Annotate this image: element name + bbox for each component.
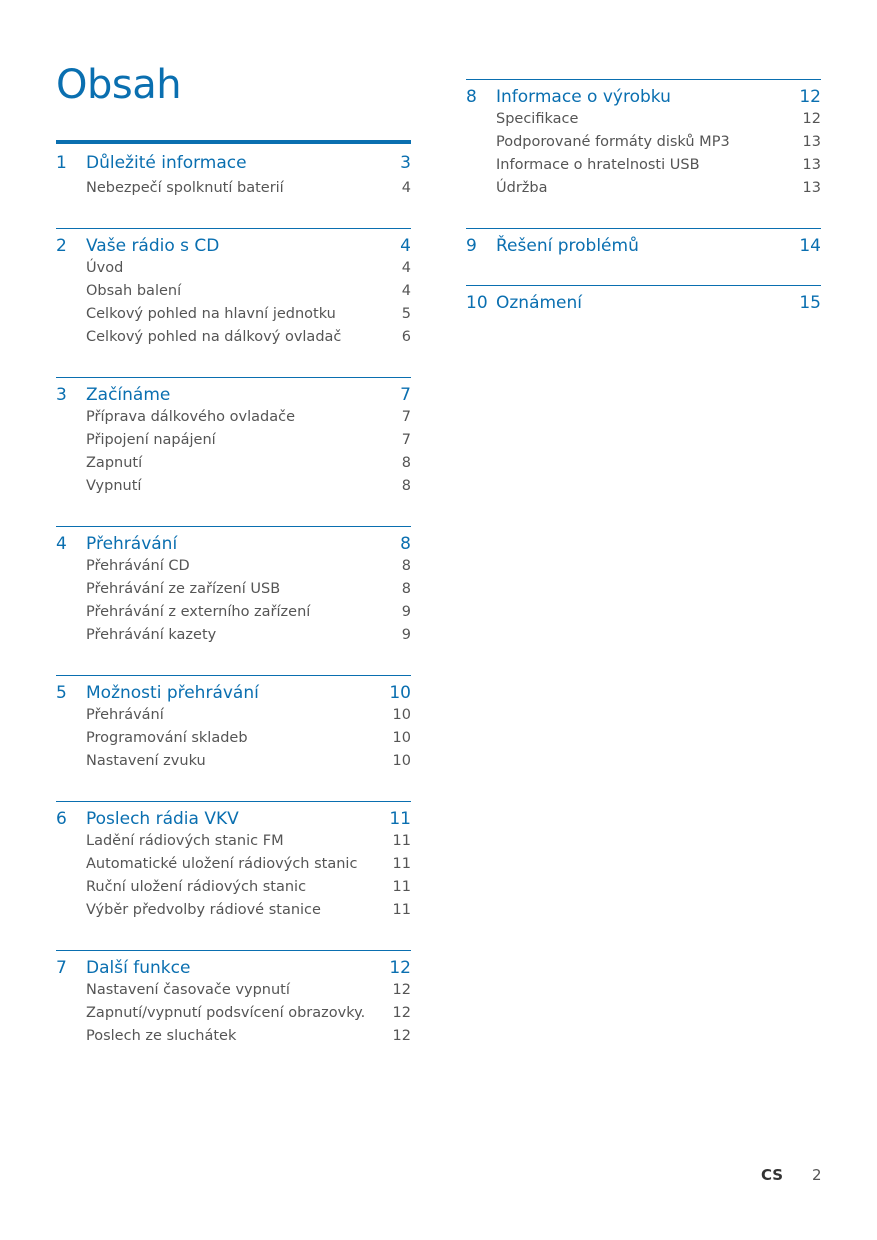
entry-label: Přehrávání kazety [86, 627, 217, 643]
entry-label: Připojení napájení [86, 432, 216, 448]
toc-entry[interactable] [56, 475, 411, 498]
toc-heading[interactable] [466, 235, 821, 257]
entry-label: Přehrávání ze zařízení USB [86, 581, 281, 597]
entry-label: Poslech ze sluchátek [86, 1028, 237, 1044]
toc-entry[interactable] [56, 750, 411, 773]
entry-page: 10 [392, 730, 411, 746]
section-title: Oznámení [496, 293, 583, 313]
toc-entry[interactable] [56, 280, 411, 303]
toc-section-4 [56, 526, 411, 647]
toc-entry[interactable] [56, 555, 411, 578]
section-title: Informace o výrobku [496, 87, 671, 107]
section-title: Začínáme [86, 385, 171, 405]
section-title: Řešení problémů [496, 236, 639, 256]
section-page: 10 [389, 683, 411, 703]
entry-page: 4 [401, 180, 411, 196]
section-divider [56, 950, 411, 951]
toc-entry[interactable] [56, 601, 411, 624]
section-number: 4 [56, 534, 67, 554]
entry-label: Celkový pohled na hlavní jednotku [86, 306, 336, 322]
entry-page: 10 [392, 707, 411, 723]
toc-entry[interactable] [466, 108, 821, 131]
section-page: 3 [400, 153, 411, 173]
entry-label: Nebezpečí spolknutí baterií [86, 180, 284, 196]
entry-label: Nastavení časovače vypnutí [86, 982, 290, 998]
entry-label: Specifikace [496, 111, 579, 127]
toc-entry[interactable] [56, 177, 411, 200]
section-page: 12 [389, 958, 411, 978]
page-title: Obsah [56, 62, 182, 108]
section-divider [466, 228, 821, 229]
entry-label: Přehrávání CD [86, 558, 190, 574]
toc-entry[interactable] [56, 899, 411, 922]
entry-label: Nastavení zvuku [86, 753, 206, 769]
entry-label: Výběr předvolby rádiové stanice [86, 902, 321, 918]
section-page: 4 [400, 236, 411, 256]
entry-page: 8 [401, 455, 411, 471]
toc-section-9 [466, 228, 821, 257]
toc-heading[interactable] [466, 86, 821, 108]
section-title: Přehrávání [86, 534, 178, 554]
toc-entry[interactable] [56, 727, 411, 750]
entry-page: 13 [802, 180, 821, 196]
entry-page: 12 [802, 111, 821, 127]
section-page: 14 [799, 236, 821, 256]
section-title: Možnosti přehrávání [86, 683, 259, 703]
section-title: Další funkce [86, 958, 191, 978]
section-number: 10 [466, 293, 488, 313]
entry-page: 11 [392, 902, 411, 918]
toc-entry[interactable] [466, 154, 821, 177]
toc-entry[interactable] [56, 406, 411, 429]
toc-entry[interactable] [56, 830, 411, 853]
toc-entry[interactable] [466, 177, 821, 200]
section-number: 8 [466, 87, 477, 107]
toc-entry[interactable] [56, 853, 411, 876]
entry-page: 11 [392, 856, 411, 872]
section-number: 7 [56, 958, 67, 978]
toc-entry[interactable] [56, 979, 411, 1002]
entry-label: Automatické uložení rádiových stanic [86, 856, 358, 872]
entry-label: Úvod [86, 260, 124, 276]
toc-section-10 [466, 285, 821, 314]
toc-section-2 [56, 228, 411, 349]
section-page: 11 [389, 809, 411, 829]
entry-page: 12 [392, 1005, 411, 1021]
section-page: 15 [799, 293, 821, 313]
toc-heading[interactable] [56, 682, 411, 704]
entry-page: 8 [401, 478, 411, 494]
entry-label: Přehrávání z externího zařízení [86, 604, 311, 620]
toc-entry[interactable] [56, 429, 411, 452]
toc-entry[interactable] [56, 1025, 411, 1048]
toc-section-8 [466, 79, 821, 200]
entry-label: Údržba [496, 180, 548, 196]
entry-page: 13 [802, 134, 821, 150]
section-divider [56, 377, 411, 378]
entry-label: Vypnutí [86, 478, 142, 494]
section-divider [56, 228, 411, 229]
entry-page: 5 [401, 306, 411, 322]
toc-section-6 [56, 801, 411, 922]
entry-page: 10 [392, 753, 411, 769]
section-title: Důležité informace [86, 153, 247, 173]
toc-heading[interactable] [56, 808, 411, 830]
toc-heading[interactable] [56, 152, 411, 174]
page-number: 2 [812, 1166, 822, 1184]
entry-page: 9 [401, 604, 411, 620]
entry-label: Přehrávání [86, 707, 164, 723]
section-divider [466, 79, 821, 80]
entry-label: Informace o hratelnosti USB [496, 157, 700, 173]
entry-page: 4 [401, 260, 411, 276]
entry-label: Ruční uložení rádiových stanic [86, 879, 307, 895]
toc-entry[interactable] [56, 257, 411, 280]
toc-entry[interactable] [56, 578, 411, 601]
section-number: 3 [56, 385, 67, 405]
entry-label: Zapnutí/vypnutí podsvícení obrazovky. [86, 1005, 366, 1021]
toc-section-5 [56, 675, 411, 773]
toc-entry[interactable] [56, 704, 411, 727]
toc-heading[interactable] [466, 292, 821, 314]
entry-label: Ladění rádiových stanic FM [86, 833, 284, 849]
toc-heading[interactable] [56, 957, 411, 979]
entry-label: Příprava dálkového ovladače [86, 409, 295, 425]
section-divider [466, 285, 821, 286]
toc-entry[interactable] [466, 131, 821, 154]
entry-label: Programování skladeb [86, 730, 248, 746]
section-title: Vaše rádio s CD [86, 236, 220, 256]
section-divider [56, 526, 411, 527]
section-title: Poslech rádia VKV [86, 809, 239, 829]
section-number: 9 [466, 236, 477, 256]
entry-page: 8 [401, 558, 411, 574]
entry-label: Zapnutí [86, 455, 143, 471]
entry-page: 13 [802, 157, 821, 173]
entry-page: 9 [401, 627, 411, 643]
entry-page: 8 [401, 581, 411, 597]
toc-entry[interactable] [56, 303, 411, 326]
section-number: 6 [56, 809, 67, 829]
section-page: 7 [400, 385, 411, 405]
entry-page: 12 [392, 982, 411, 998]
section-divider [56, 801, 411, 802]
section-number: 1 [56, 153, 67, 173]
toc-entry[interactable] [56, 876, 411, 899]
section-page: 8 [400, 534, 411, 554]
entry-page: 4 [401, 283, 411, 299]
toc-heading[interactable] [56, 235, 411, 257]
entry-page: 7 [401, 432, 411, 448]
section-number: 5 [56, 683, 67, 703]
entry-page: 11 [392, 833, 411, 849]
entry-page: 6 [401, 329, 411, 345]
language-code: CS [761, 1166, 784, 1184]
toc-entry[interactable] [56, 326, 411, 349]
entry-page: 12 [392, 1028, 411, 1044]
entry-page: 7 [401, 409, 411, 425]
toc-entry[interactable] [56, 452, 411, 475]
entry-label: Podporované formáty disků MP3 [496, 134, 730, 150]
section-number: 2 [56, 236, 67, 256]
toc-section-7 [56, 950, 411, 1048]
toc-heading[interactable] [56, 384, 411, 406]
toc-section-1 [56, 141, 411, 200]
toc-entry[interactable] [56, 1002, 411, 1025]
toc-section-3 [56, 377, 411, 498]
section-page: 12 [799, 87, 821, 107]
toc-heading[interactable] [56, 533, 411, 555]
entry-page: 11 [392, 879, 411, 895]
section-divider [56, 675, 411, 676]
entry-label: Obsah balení [86, 283, 182, 299]
toc-entry[interactable] [56, 624, 411, 647]
entry-label: Celkový pohled na dálkový ovladač [86, 329, 342, 345]
